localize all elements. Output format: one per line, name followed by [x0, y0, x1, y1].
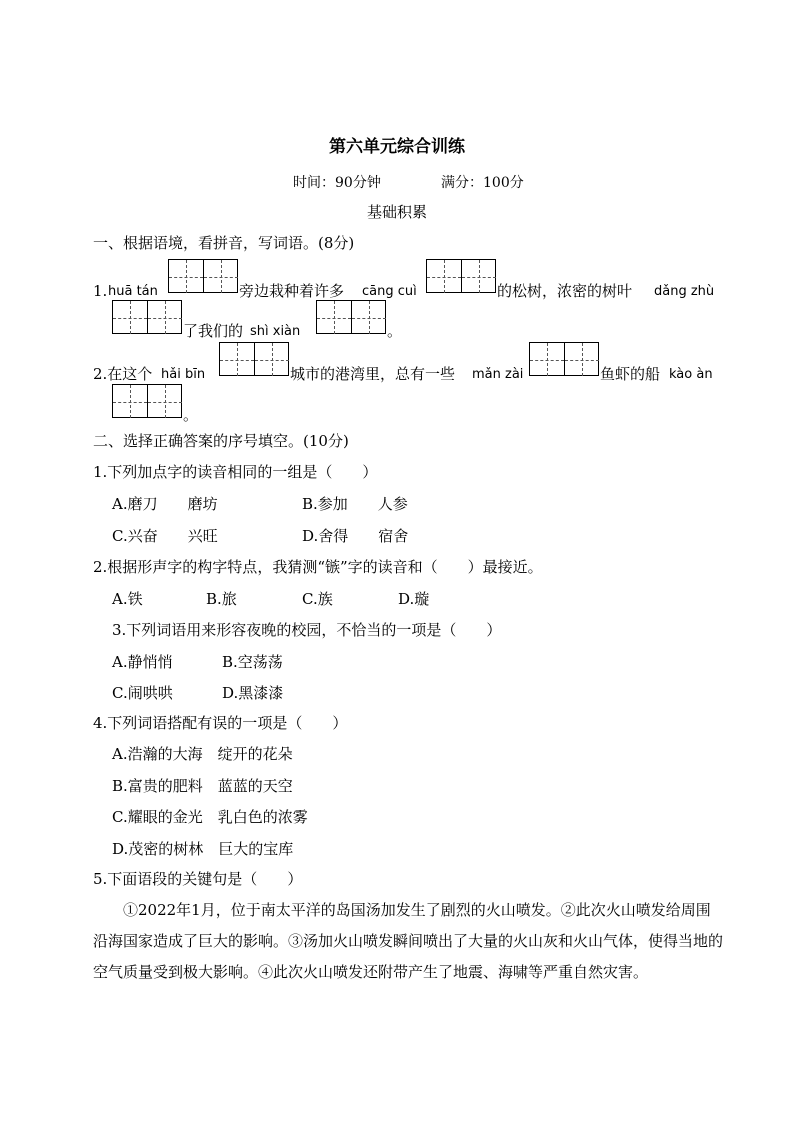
part1-heading: 一、根据语境，看拼音，写词语。(8分)	[93, 234, 355, 252]
q2-number: 2.在这个	[93, 365, 153, 383]
answer-box-1[interactable]	[168, 259, 238, 293]
answer-box-4[interactable]	[316, 300, 386, 334]
answer-box-3[interactable]	[112, 300, 182, 334]
q1-pinyin-1: huā tán	[108, 284, 158, 299]
mc-q1-stem: 1.下列加点字的读音相同的一组是（ ）	[93, 463, 378, 481]
mc-q1-option-d[interactable]: D.舍得 宿舍	[302, 527, 409, 545]
q1-text-4: 。	[387, 322, 403, 340]
q2-text-2: 鱼虾的船	[600, 365, 661, 383]
q2-pinyin-2: mǎn zài	[472, 367, 524, 382]
answer-box-6[interactable]	[529, 342, 599, 376]
mc-q4-option-d[interactable]: D.茂密的树林 巨大的宝库	[112, 840, 294, 858]
full-score: 满分：100分	[441, 175, 524, 191]
q1-pinyin-4: shì xiàn	[250, 324, 301, 339]
mc-q2-option-a[interactable]: A.铁	[112, 590, 143, 608]
mc-q4-option-a[interactable]: A.浩瀚的大海 绽开的花朵	[112, 745, 293, 763]
part2-heading: 二、选择正确答案的序号填空。(10分)	[93, 432, 349, 450]
answer-box-7[interactable]	[112, 384, 182, 418]
q2-text-1: 城市的港湾里，总有一些	[290, 365, 456, 383]
mc-q4-option-b[interactable]: B.富贵的肥料 蓝蓝的天空	[112, 777, 293, 795]
q1-number: 1.	[93, 282, 108, 300]
mc-q1-option-c[interactable]: C.兴奋 兴旺	[112, 527, 218, 545]
mc-q3-stem: 3.下列词语用来形容夜晚的校园，不恰当的一项是（ ）	[112, 621, 502, 639]
mc-q1-option-a[interactable]: A.磨刀 磨坊	[112, 495, 218, 513]
mc-q2-option-d[interactable]: D.璇	[398, 590, 430, 608]
mc-q3-option-b[interactable]: B.空荡荡	[222, 653, 283, 671]
q2-text-3: 。	[183, 406, 199, 424]
time-limit: 时间：90分钟	[293, 175, 381, 191]
mc-q2-option-b[interactable]: B.旅	[206, 590, 237, 608]
mc-q3-option-c[interactable]: C.闹哄哄	[112, 684, 173, 702]
q1-text-2: 的松树，浓密的树叶	[497, 282, 633, 300]
mc-q5-stem: 5.下面语段的关键句是（ ）	[93, 870, 303, 888]
mc-q2-stem: 2.根据形声字的构字特点，我猜测“镞”字的读音和（ ）最接近。	[93, 558, 543, 576]
q1-text-3: 了我们的	[183, 322, 244, 340]
answer-box-5[interactable]	[219, 342, 289, 376]
q1-text-1: 旁边栽种着许多	[239, 282, 345, 300]
q2-pinyin-3: kào àn	[669, 367, 713, 382]
section-heading-basic: 基础积累	[366, 203, 427, 221]
mc-q3-option-d[interactable]: D.黑漆漆	[222, 684, 284, 702]
answer-box-2[interactable]	[426, 259, 496, 293]
q2-pinyin-1: hǎi bīn	[161, 367, 206, 382]
mc-q1-option-b[interactable]: B.参加 人参	[302, 495, 408, 513]
mc-q4-stem: 4.下列词语搭配有误的一项是（ ）	[93, 714, 348, 732]
mc-q5-passage: ①2022年1月，位于南太平洋的岛国汤加发生了剧烈的火山喷发。②此次火山喷发给周围沿海国家造成了巨大的影响。③汤加火山喷发瞬间喷出了大量的火山灰和火山气体，使得当地的空气质量受到极大影响。④此次火山喷发还附带产生了地震、海啸等严重自然灾害。	[93, 901, 724, 981]
q1-pinyin-3: dǎng zhù	[654, 284, 715, 299]
mc-q3-option-a[interactable]: A.静悄悄	[112, 653, 173, 671]
page-title: 第六单元综合训练	[329, 137, 465, 157]
mc-q2-option-c[interactable]: C.族	[302, 590, 333, 608]
q1-pinyin-2: cāng cuì	[362, 284, 417, 299]
mc-q4-option-c[interactable]: C.耀眼的金光 乳白色的浓雾	[112, 808, 308, 826]
